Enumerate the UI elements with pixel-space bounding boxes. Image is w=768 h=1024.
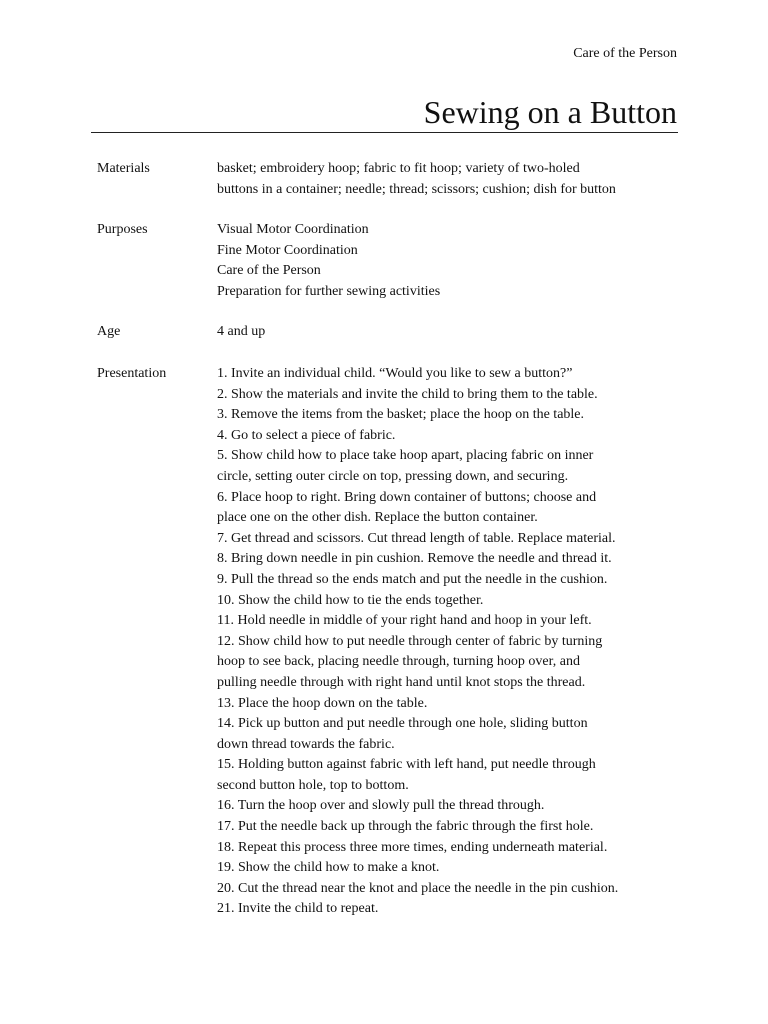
presentation-step-line: 1. Invite an individual child. “Would you like to sew a button?” [217, 366, 573, 381]
purpose-item: Visual Motor Coordination [217, 222, 369, 237]
section-label-presentation: Presentation [97, 366, 167, 381]
presentation-step-line: 17. Put the needle back up through the fabric through the first hole. [217, 819, 594, 835]
presentation-step-line: 5. Show child how to place take hoop apart, placing fabric on inner [217, 448, 594, 464]
materials-text [217, 159, 657, 200]
presentation-step-line: 14. Pick up button and put needle through one hole, sliding button [217, 716, 588, 732]
presentation-step-line: second button hole, top to bottom. [217, 777, 409, 793]
presentation-step-line: 10. Show the child how to tie the ends together. [217, 592, 484, 608]
materials-line: basket; embroidery hoop; fabric to fit hoop; variety of two-holed [217, 161, 580, 176]
section-label-age: Age [97, 324, 121, 339]
presentation-step-line: 16. Turn the hoop over and slowly pull the thread through. [217, 798, 545, 814]
presentation-step-line: hoop to see back, placing needle through, turning hoop over, and [217, 654, 580, 670]
purpose-item: Fine Motor Coordination [217, 242, 358, 258]
presentation-step-line: 8. Bring down needle in pin cushion. Remove the needle and thread it. [217, 551, 612, 567]
presentation-step-line: 21. Invite the child to repeat. [217, 901, 379, 917]
presentation-step-line: place one on the other dish. Replace the button container. [217, 510, 538, 526]
materials-line: buttons in a container; needle; thread; scissors; cushion; dish for button [217, 181, 616, 197]
age-value [217, 322, 657, 343]
presentation-step-line: 20. Cut the thread near the knot and place the needle in the pin cushion. [217, 880, 619, 896]
presentation-step-line: 9. Pull the thread so the ends match and put the needle in the cushion. [217, 571, 608, 587]
presentation-step-line: down thread towards the fabric. [217, 736, 395, 752]
presentation-step-line: 13. Place the hoop down on the table. [217, 695, 428, 711]
presentation-step-line: 2. Show the materials and invite the child to bring them to the table. [217, 386, 598, 402]
purpose-item: Care of the Person [217, 263, 321, 279]
presentation-step-line: 18. Repeat this process three more times, ending underneath material. [217, 839, 608, 855]
presentation-step-line: pulling needle through with right hand until knot stops the thread. [217, 674, 586, 690]
presentation-step-line: 19. Show the child how to make a knot. [217, 860, 440, 876]
title-divider [91, 132, 678, 133]
running-header: Care of the Person [573, 46, 677, 61]
presentation-steps [217, 364, 657, 920]
purpose-item: Preparation for further sewing activities [217, 283, 441, 299]
presentation-step-line: 7. Get thread and scissors. Cut thread length of table. Replace material. [217, 530, 616, 546]
presentation-step-line: 3. Remove the items from the basket; place the hoop on the table. [217, 407, 585, 423]
section-label-materials: Materials [97, 161, 150, 176]
presentation-step-line: 6. Place hoop to right. Bring down container of buttons; choose and [217, 489, 597, 505]
age-line: 4 and up [217, 324, 266, 339]
page-title: Sewing on a Button [423, 94, 677, 130]
presentation-step-line: circle, setting outer circle on top, pressing down, and securing. [217, 468, 569, 484]
presentation-step-line: 15. Holding button against fabric with left hand, put needle through [217, 757, 596, 773]
presentation-step-line: 11. Hold needle in middle of your right hand and hoop in your left. [217, 613, 592, 629]
section-label-purposes: Purposes [97, 222, 148, 237]
purposes-list [217, 220, 657, 302]
presentation-step-line: 12. Show child how to put needle through center of fabric by turning [217, 633, 603, 649]
presentation-step-line: 4. Go to select a piece of fabric. [217, 427, 396, 443]
